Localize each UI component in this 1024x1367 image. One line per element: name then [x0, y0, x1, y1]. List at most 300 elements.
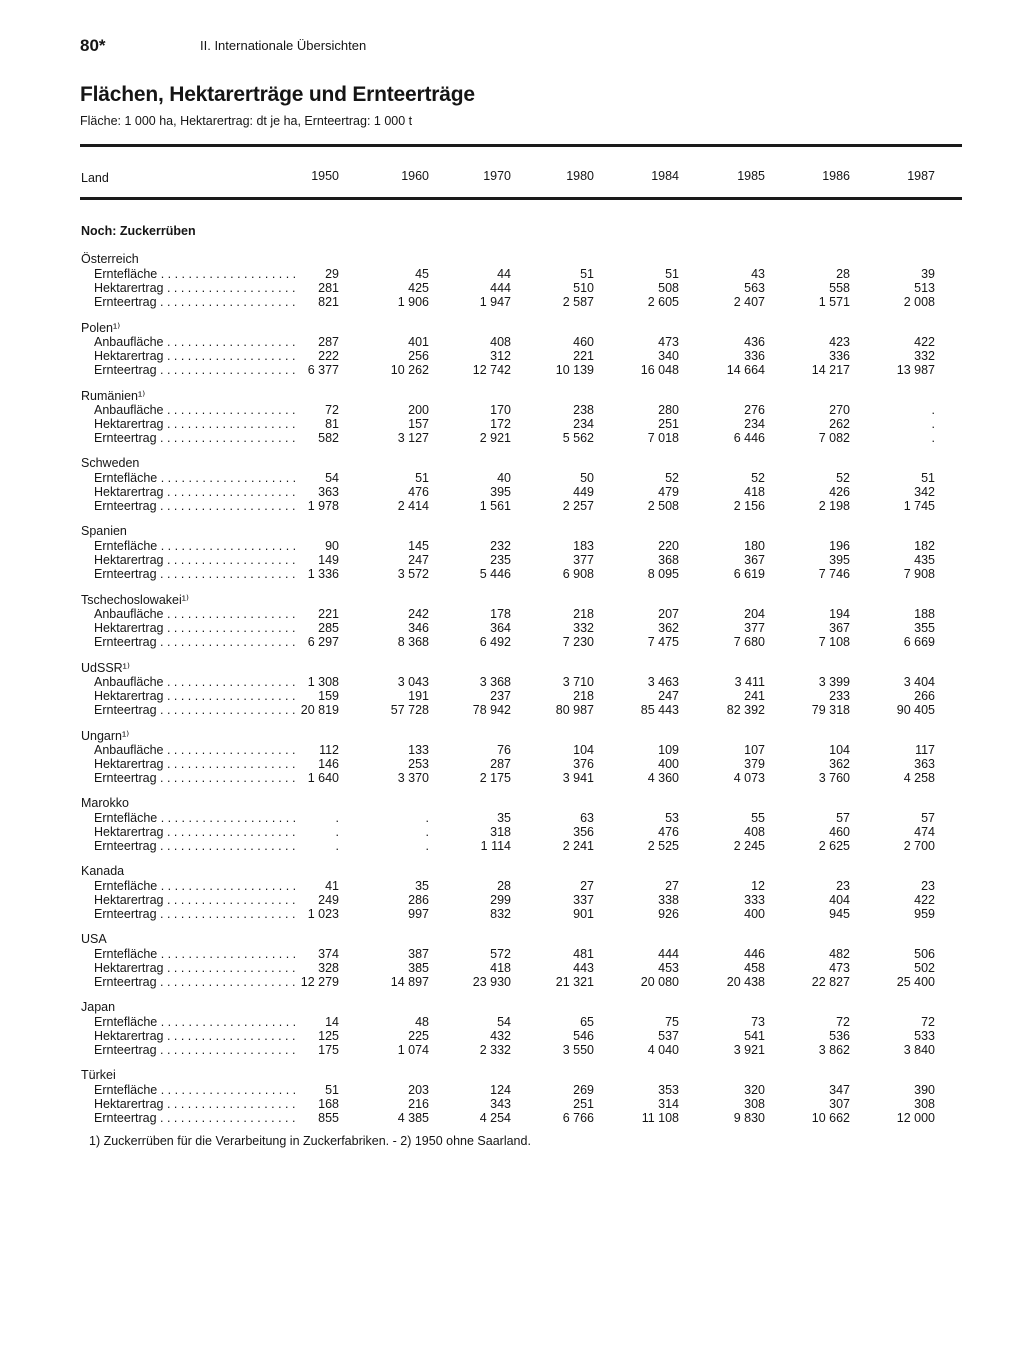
table-cell: 332	[914, 349, 935, 363]
table-cell: 20 080	[640, 975, 679, 989]
table-cell: 3 127	[397, 431, 429, 445]
table-cell: 72	[836, 1015, 850, 1029]
table-cell: 320	[744, 1083, 765, 1097]
table-cell: 7 108	[818, 635, 850, 649]
table-cell: 7 680	[733, 635, 765, 649]
table-cell: 35	[415, 879, 429, 893]
table-cell: 51	[325, 1083, 339, 1097]
country-name: Tschechoslowakei¹⁾	[81, 593, 189, 607]
table-cell: 2 414	[397, 499, 429, 513]
table-cell: 90 405	[896, 703, 935, 717]
table-cell: 3 862	[818, 1043, 850, 1057]
row-label: Ernteertrag . . .	[94, 635, 299, 649]
table-cell: 72	[325, 403, 339, 417]
table-cell: 513	[914, 281, 935, 295]
table-cell: 1 640	[307, 771, 339, 785]
table-cell: 572	[490, 947, 511, 961]
country-name: Polen¹⁾	[81, 321, 121, 335]
country-block	[80, 252, 960, 309]
table-cell: 35	[497, 811, 511, 825]
table-cell: 225	[408, 1029, 429, 1043]
table-cell: 12	[751, 879, 765, 893]
table-cell: 4 258	[903, 771, 935, 785]
table-cell: 51	[665, 267, 679, 281]
table-cell: 390	[914, 1083, 935, 1097]
row-label: Erntefläche . . .	[94, 1015, 299, 1029]
table-cell: 220	[658, 539, 679, 553]
table-cell: 400	[658, 757, 679, 771]
table-cell: 43	[751, 267, 765, 281]
table-cell: 10 262	[390, 363, 429, 377]
table-row	[80, 553, 960, 567]
table-row	[80, 1043, 960, 1057]
table-cell: 79 318	[811, 703, 850, 717]
table-cell: 387	[408, 947, 429, 961]
table-cell: 221	[573, 349, 594, 363]
row-label: Anbaufläche . . .	[94, 743, 299, 757]
table-cell: 332	[573, 621, 594, 635]
row-label: Erntefläche . . .	[94, 471, 299, 485]
page-number: 80*	[80, 36, 106, 55]
table-cell: 57	[836, 811, 850, 825]
table-cell: 423	[829, 335, 850, 349]
country-name: Türkei	[81, 1068, 116, 1082]
table-cell: 6 908	[562, 567, 594, 581]
table-cell: 10 139	[555, 363, 594, 377]
table-cell: 379	[744, 757, 765, 771]
row-label: Ernteertrag . . .	[94, 499, 299, 513]
table-cell: 460	[573, 335, 594, 349]
table-cell: 247	[658, 689, 679, 703]
table-cell: 249	[318, 893, 339, 907]
table-cell: 401	[408, 335, 429, 349]
table-cell: 145	[408, 539, 429, 553]
table-cell: 5 562	[562, 431, 594, 445]
row-label: Erntefläche . . .	[94, 1083, 299, 1097]
table-cell: 104	[573, 743, 594, 757]
table-cell: 12 742	[472, 363, 511, 377]
table-cell: 364	[490, 621, 511, 635]
table-cell: 356	[573, 825, 594, 839]
row-label: Ernteertrag . . .	[94, 431, 299, 445]
table-cell: 78 942	[472, 703, 511, 717]
table-cell: 5 446	[479, 567, 511, 581]
table-cell: 233	[829, 689, 850, 703]
table-cell: 821	[318, 295, 339, 309]
row-label: Ernteertrag . . .	[94, 975, 299, 989]
table-cell: 14 897	[390, 975, 429, 989]
table-cell: 959	[914, 907, 935, 921]
table-cell: 453	[658, 961, 679, 975]
table-cell: 180	[744, 539, 765, 553]
table-cell: 6 297	[307, 635, 339, 649]
table-cell: 44	[497, 267, 511, 281]
table-cell: .	[335, 839, 339, 853]
table-cell: 8 368	[397, 635, 429, 649]
row-label: Hektarertrag . . .	[94, 961, 299, 975]
table-cell: 536	[829, 1029, 850, 1043]
table-cell: 221	[318, 607, 339, 621]
table-cell: 23	[836, 879, 850, 893]
table-cell: 256	[408, 349, 429, 363]
table-cell: 234	[573, 417, 594, 431]
table-cell: 422	[914, 335, 935, 349]
row-label: Hektarertrag . . .	[94, 349, 299, 363]
table-cell: 3 840	[903, 1043, 935, 1057]
country-name: Marokko	[81, 796, 129, 810]
table-cell: 266	[914, 689, 935, 703]
table-cell: 80 987	[555, 703, 594, 717]
table-cell: 182	[914, 539, 935, 553]
table-cell: 1 308	[307, 675, 339, 689]
table-cell: 2 008	[903, 295, 935, 309]
table-cell: 27	[665, 879, 679, 893]
table-cell: 926	[658, 907, 679, 921]
table-row	[80, 335, 960, 349]
row-label: Hektarertrag . . .	[94, 281, 299, 295]
table-cell: 85 443	[640, 703, 679, 717]
table-cell: 109	[658, 743, 679, 757]
table-cell: 280	[658, 403, 679, 417]
table-row	[80, 417, 960, 431]
table-cell: 51	[921, 471, 935, 485]
table-cell: 832	[490, 907, 511, 921]
table-cell: 3 463	[647, 675, 679, 689]
table-row	[80, 567, 960, 581]
table-cell: 1 571	[818, 295, 850, 309]
table-cell: 343	[490, 1097, 511, 1111]
table-cell: 23	[921, 879, 935, 893]
table-cell: 3 710	[562, 675, 594, 689]
table-row	[80, 1015, 960, 1029]
table-cell: 395	[829, 553, 850, 567]
table-cell: 546	[573, 1029, 594, 1043]
table-cell: 14	[325, 1015, 339, 1029]
table-cell: 2 175	[479, 771, 511, 785]
table-cell: 41	[325, 879, 339, 893]
row-label: Ernteertrag . . .	[94, 907, 299, 921]
country-name: Japan	[81, 1000, 116, 1014]
table-cell: 340	[658, 349, 679, 363]
table-cell: 125	[318, 1029, 339, 1043]
table-cell: 90	[325, 539, 339, 553]
table-cell: 3 760	[818, 771, 850, 785]
table-cell: 1 114	[480, 839, 511, 853]
table-cell: 582	[318, 431, 339, 445]
table-cell: .	[335, 825, 339, 839]
table-cell: 368	[658, 553, 679, 567]
table-cell: 997	[408, 907, 429, 921]
table-cell: 502	[914, 961, 935, 975]
table-cell: 3 370	[397, 771, 429, 785]
table-cell: 422	[914, 893, 935, 907]
table-cell: 2 700	[903, 839, 935, 853]
group-label: Noch: Zuckerrüben	[81, 224, 196, 238]
table-row	[80, 743, 960, 757]
row-label: Anbaufläche . . .	[94, 675, 299, 689]
table-cell: 149	[318, 553, 339, 567]
table-row	[80, 703, 960, 717]
table-cell: 287	[490, 757, 511, 771]
table-cell: 3 572	[397, 567, 429, 581]
table-cell: 482	[829, 947, 850, 961]
row-label: Anbaufläche . . .	[94, 607, 299, 621]
table-top-rule	[80, 144, 962, 147]
table-cell: 57	[921, 811, 935, 825]
table-cell: 476	[408, 485, 429, 499]
table-row	[80, 961, 960, 975]
table-cell: 2 625	[818, 839, 850, 853]
table-cell: 1 336	[307, 567, 339, 581]
table-cell: 3 411	[734, 675, 765, 689]
table-cell: 481	[573, 947, 594, 961]
row-label: Hektarertrag . . .	[94, 1097, 299, 1111]
table-cell: 336	[829, 349, 850, 363]
table-row	[80, 499, 960, 513]
table-cell: 53	[665, 811, 679, 825]
table-cell: 73	[751, 1015, 765, 1029]
table-cell: 287	[318, 335, 339, 349]
table-cell: 377	[744, 621, 765, 635]
table-cell: 558	[829, 281, 850, 295]
table-cell: 337	[573, 893, 594, 907]
table-cell: 2 241	[562, 839, 594, 853]
table-cell: 14 217	[811, 363, 850, 377]
table-row	[80, 907, 960, 921]
table-row	[80, 1083, 960, 1097]
table-row	[80, 825, 960, 839]
table-cell: 40	[497, 471, 511, 485]
table-cell: 2 525	[647, 839, 679, 853]
column-header-year: 1980	[566, 169, 594, 183]
column-header-year: 1970	[483, 169, 511, 183]
table-cell: 308	[744, 1097, 765, 1111]
row-label: Anbaufläche . . .	[94, 403, 299, 417]
row-label: Erntefläche . . .	[94, 811, 299, 825]
country-name: Ungarn¹⁾	[81, 729, 130, 743]
table-cell: 367	[829, 621, 850, 635]
table-cell: 281	[318, 281, 339, 295]
table-cell: 7 018	[647, 431, 679, 445]
table-cell: 336	[744, 349, 765, 363]
table-row	[80, 621, 960, 635]
table-cell: 299	[490, 893, 511, 907]
table-row	[80, 947, 960, 961]
table-cell: 146	[318, 757, 339, 771]
table-cell: 444	[658, 947, 679, 961]
table-cell: 196	[829, 539, 850, 553]
table-cell: 347	[829, 1083, 850, 1097]
country-name: Spanien	[81, 524, 127, 538]
table-cell: 52	[751, 471, 765, 485]
table-cell: 444	[490, 281, 511, 295]
country-name: USA	[81, 932, 107, 946]
table-cell: 237	[490, 689, 511, 703]
table-cell: 3 399	[818, 675, 850, 689]
table-cell: 28	[836, 267, 850, 281]
table-row	[80, 431, 960, 445]
table-cell: 107	[744, 743, 765, 757]
country-block	[80, 456, 960, 513]
table-cell: 506	[914, 947, 935, 961]
table-cell: 474	[914, 825, 935, 839]
row-label: Erntefläche . . .	[94, 539, 299, 553]
table-cell: 3 550	[562, 1043, 594, 1057]
table-row	[80, 839, 960, 853]
table-cell: 400	[744, 907, 765, 921]
row-label: Hektarertrag . . .	[94, 893, 299, 907]
table-row	[80, 281, 960, 295]
table-cell: 1 906	[397, 295, 429, 309]
country-block	[80, 864, 960, 921]
table-cell: 2 921	[479, 431, 511, 445]
table-cell: 362	[829, 757, 850, 771]
page-title: Flächen, Hektarerträge und Ernteerträge	[80, 83, 475, 106]
table-cell: 45	[415, 267, 429, 281]
table-cell: 175	[318, 1043, 339, 1057]
column-header-year: 1987	[907, 169, 935, 183]
table-cell: 408	[744, 825, 765, 839]
table-cell: 27	[580, 879, 594, 893]
table-cell: 3 921	[733, 1043, 765, 1057]
country-block	[80, 1068, 960, 1125]
row-label: Erntefläche . . .	[94, 947, 299, 961]
row-label: Erntefläche . . .	[94, 879, 299, 893]
table-cell: 2 605	[647, 295, 679, 309]
country-name: UdSSR¹⁾	[81, 661, 130, 675]
table-cell: .	[931, 417, 935, 431]
table-cell: 408	[490, 335, 511, 349]
country-block	[80, 796, 960, 853]
table-cell: 377	[573, 553, 594, 567]
table-cell: 3 941	[562, 771, 594, 785]
table-cell: 473	[658, 335, 679, 349]
table-cell: 54	[497, 1015, 511, 1029]
country-name: Rumänien¹⁾	[81, 389, 146, 403]
table-cell: 12 000	[896, 1111, 935, 1125]
table-cell: 216	[408, 1097, 429, 1111]
table-cell: 6 619	[733, 567, 765, 581]
table-cell: 25 400	[896, 975, 935, 989]
country-block	[80, 1000, 960, 1057]
table-cell: 262	[829, 417, 850, 431]
column-header-year: 1950	[311, 169, 339, 183]
table-cell: 117	[915, 743, 935, 757]
table-cell: 72	[921, 1015, 935, 1029]
table-cell: 269	[573, 1083, 594, 1097]
table-cell: 13 987	[896, 363, 935, 377]
table-cell: 353	[658, 1083, 679, 1097]
table-cell: 510	[573, 281, 594, 295]
table-cell: .	[425, 825, 429, 839]
table-cell: 1 074	[397, 1043, 429, 1057]
country-block	[80, 592, 960, 649]
table-row	[80, 471, 960, 485]
table-row	[80, 879, 960, 893]
row-label: Ernteertrag . . .	[94, 1043, 299, 1057]
row-label: Ernteertrag . . .	[94, 1111, 299, 1125]
table-cell: 6 669	[903, 635, 935, 649]
table-cell: 318	[490, 825, 511, 839]
table-cell: 285	[318, 621, 339, 635]
row-label: Hektarertrag . . .	[94, 757, 299, 771]
table-cell: 191	[408, 689, 429, 703]
table-header-rule	[80, 197, 962, 200]
table-cell: 855	[318, 1111, 339, 1125]
table-cell: 3 404	[903, 675, 935, 689]
table-cell: 443	[573, 961, 594, 975]
column-header-year: 1986	[822, 169, 850, 183]
table-cell: 4 360	[647, 771, 679, 785]
table-cell: 328	[318, 961, 339, 975]
table-cell: 2 198	[818, 499, 850, 513]
table-cell: 232	[490, 539, 511, 553]
row-label: Ernteertrag . . .	[94, 703, 299, 717]
row-label: Hektarertrag . . .	[94, 417, 299, 431]
table-cell: 537	[658, 1029, 679, 1043]
column-header-year: 1985	[737, 169, 765, 183]
table-cell: 104	[829, 743, 850, 757]
table-cell: 28	[497, 879, 511, 893]
table-row	[80, 267, 960, 281]
table-cell: 218	[573, 689, 594, 703]
table-cell: 2 407	[733, 295, 765, 309]
table-cell: 218	[573, 607, 594, 621]
table-cell: 342	[914, 485, 935, 499]
table-cell: 458	[744, 961, 765, 975]
table-cell: 39	[921, 267, 935, 281]
table-cell: 242	[408, 607, 429, 621]
country-name: Schweden	[81, 456, 140, 470]
table-cell: 2 587	[562, 295, 594, 309]
table-cell: 12 279	[300, 975, 339, 989]
table-cell: 81	[325, 417, 339, 431]
table-cell: 7 082	[818, 431, 850, 445]
table-cell: 50	[580, 471, 594, 485]
table-cell: 270	[829, 403, 850, 417]
table-cell: 204	[744, 607, 765, 621]
table-cell: 57 728	[390, 703, 429, 717]
table-cell: 200	[408, 403, 429, 417]
table-cell: 76	[497, 743, 511, 757]
table-cell: 367	[744, 553, 765, 567]
table-cell: 533	[914, 1029, 935, 1043]
table-cell: 426	[829, 485, 850, 499]
table-cell: 7 908	[903, 567, 935, 581]
row-label: Ernteertrag . . .	[94, 567, 299, 581]
table-cell: 51	[415, 471, 429, 485]
table-cell: 4 073	[733, 771, 765, 785]
table-cell: 65	[580, 1015, 594, 1029]
table-cell: 1 978	[307, 499, 339, 513]
row-label: Hektarertrag . . .	[94, 621, 299, 635]
row-label: Ernteertrag . . .	[94, 771, 299, 785]
table-cell: 2 257	[562, 499, 594, 513]
table-cell: 363	[318, 485, 339, 499]
table-cell: 333	[744, 893, 765, 907]
table-cell: 63	[580, 811, 594, 825]
table-row	[80, 295, 960, 309]
table-cell: 183	[573, 539, 594, 553]
table-cell: 435	[914, 553, 935, 567]
table-cell: .	[425, 839, 429, 853]
table-cell: 508	[658, 281, 679, 295]
table-cell: 82 392	[726, 703, 765, 717]
table-cell: 21 321	[555, 975, 594, 989]
table-cell: 235	[490, 553, 511, 567]
country-block	[80, 320, 960, 377]
table-cell: 22 827	[811, 975, 850, 989]
